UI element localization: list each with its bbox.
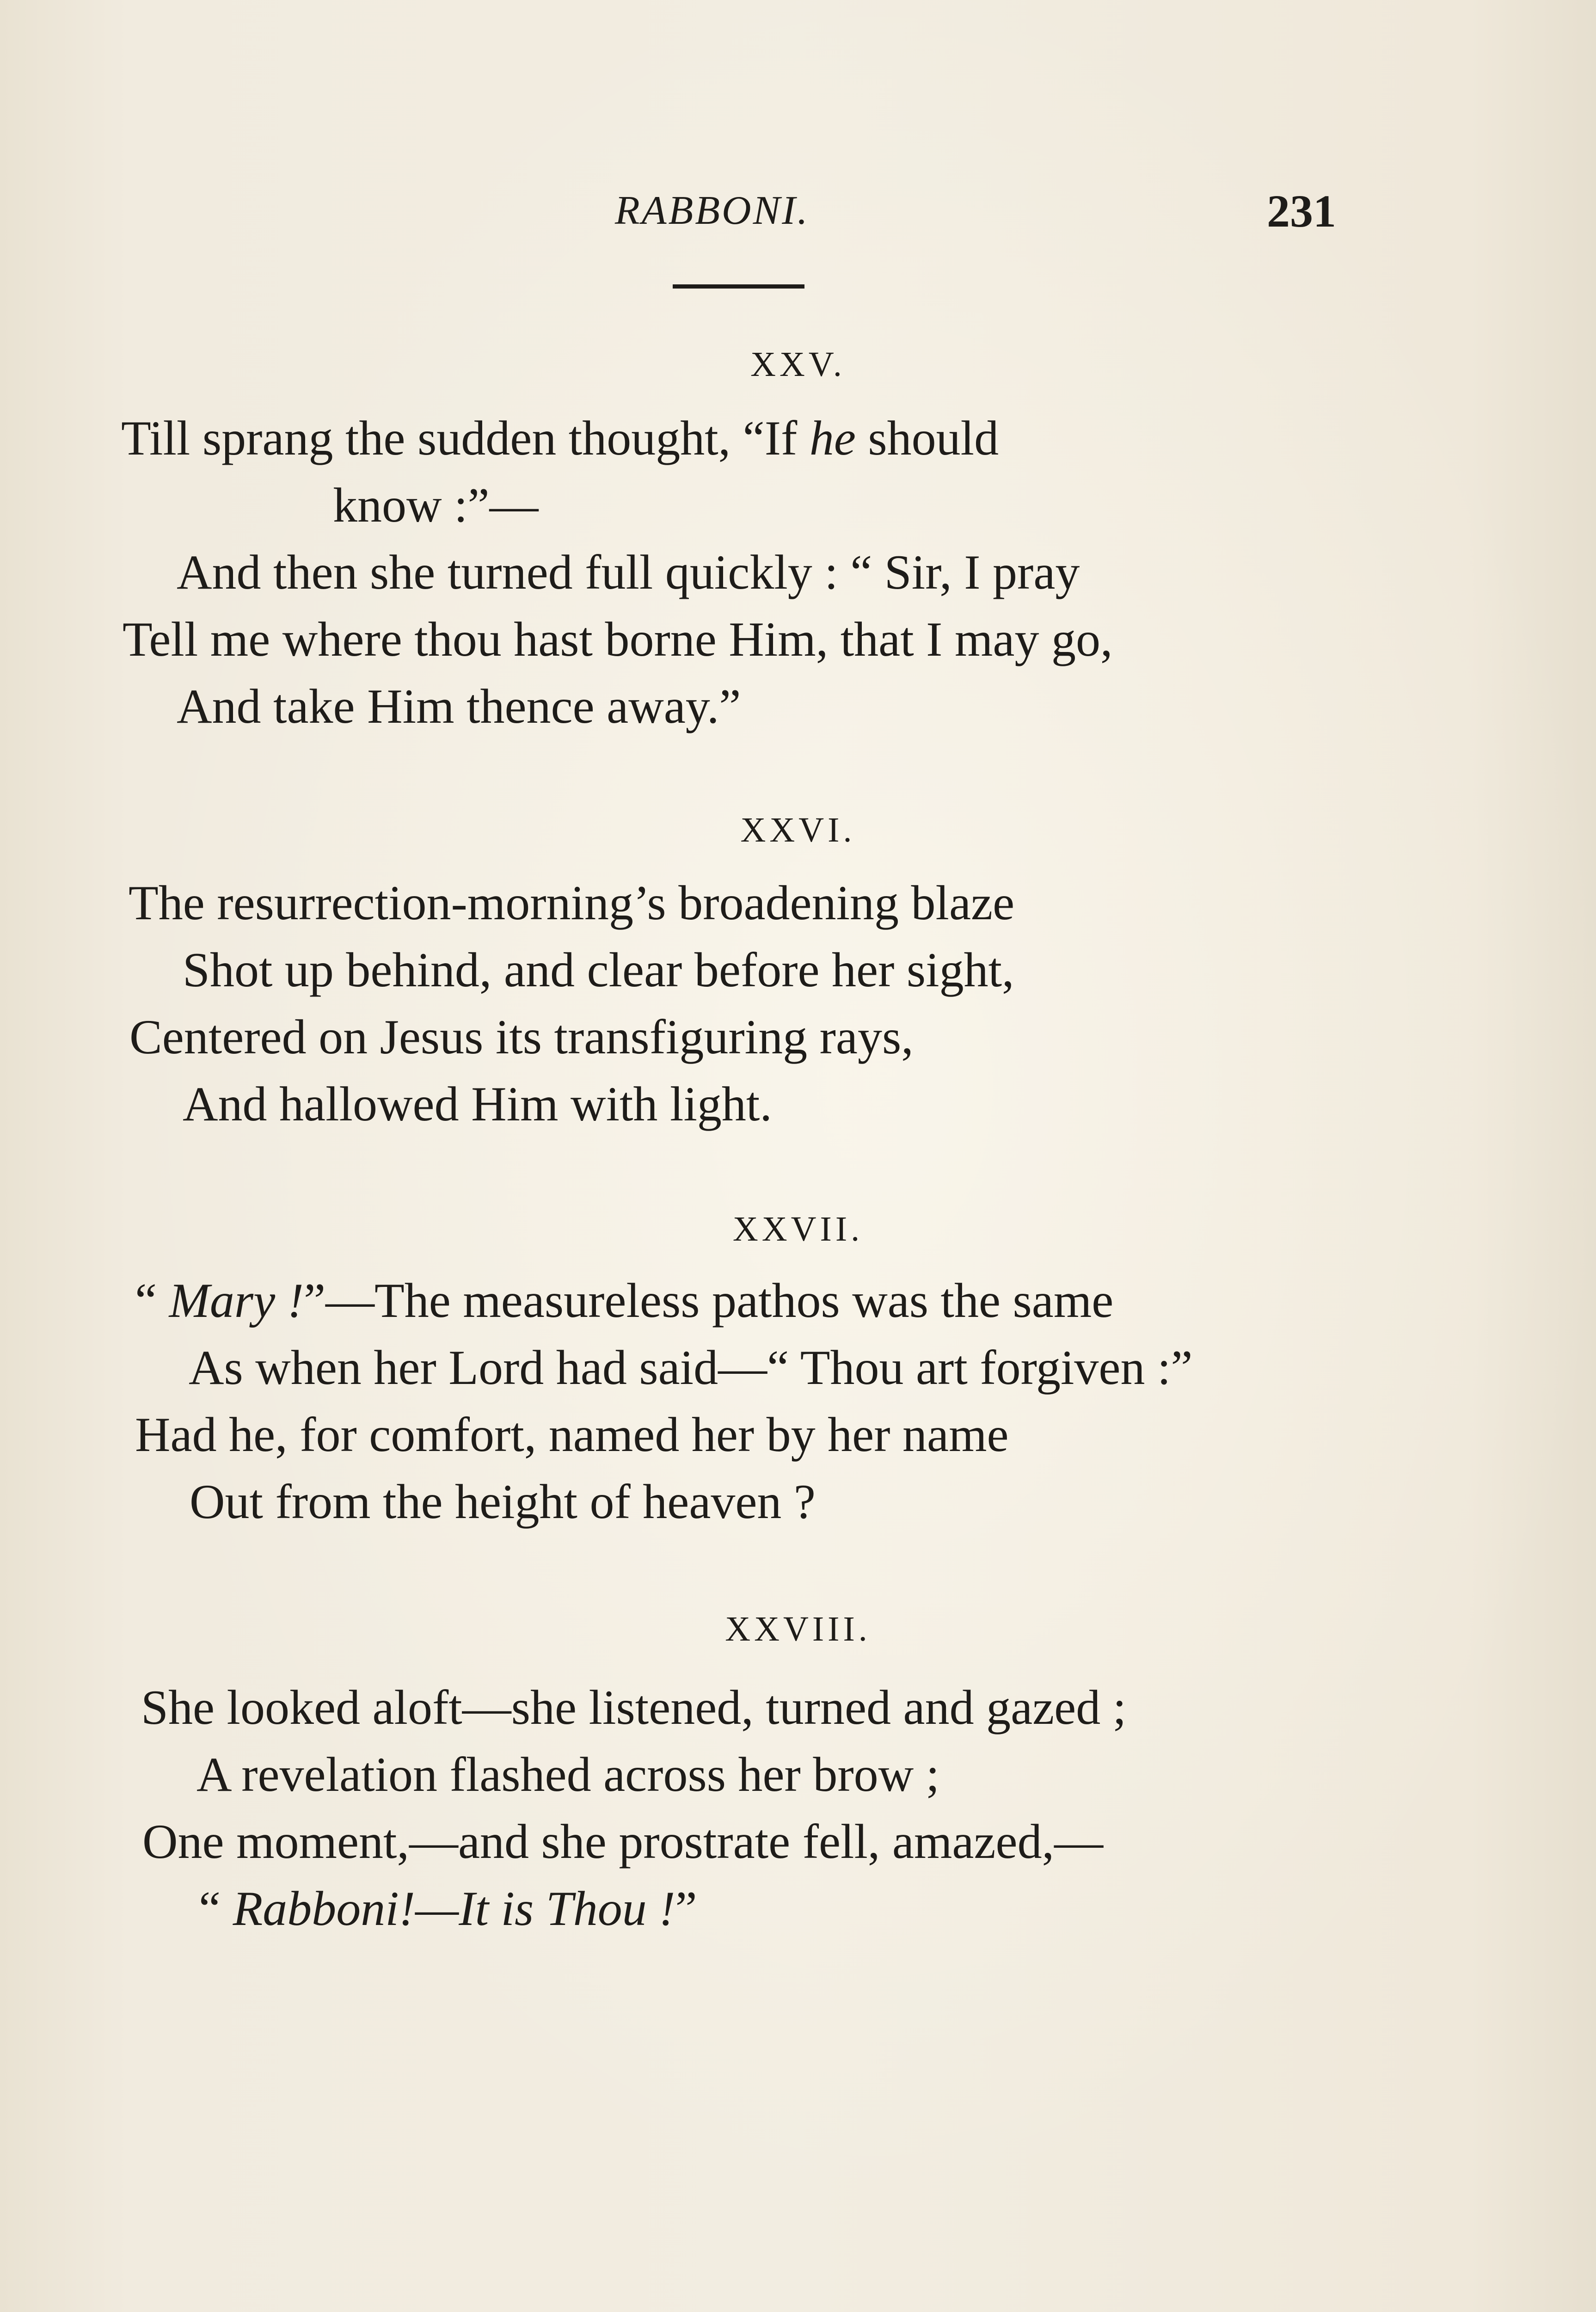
stanza-line: Centered on Jesus its transfiguring rays, bbox=[129, 1010, 914, 1064]
page-number: 231 bbox=[1267, 185, 1336, 237]
stanza-line: As when her Lord had said—“ Thou art forgiven :” bbox=[189, 1340, 1193, 1395]
stanza-line: And then she turned full quickly : “ Sir, I pray bbox=[177, 545, 1080, 599]
stanza-line: Shot up behind, and clear before her sight, bbox=[183, 943, 1014, 997]
stanza-line: know :”— bbox=[333, 478, 539, 532]
stanza-line: Had he, for comfort, named her by her name bbox=[135, 1408, 1009, 1462]
stanza-number-xxviii: XXVIII. bbox=[725, 1610, 871, 1648]
stanza-line: Till sprang the sudden thought, “If he should bbox=[121, 411, 999, 465]
head-rule bbox=[673, 284, 804, 289]
running-title: RABBONI. bbox=[615, 188, 810, 233]
stanza-line: One moment,—and she prostrate fell, amazed,— bbox=[142, 1814, 1104, 1869]
stanza-line: A revelation flashed across her brow ; bbox=[196, 1747, 940, 1802]
italic-rabboni: Rabboni!—It is Thou ! bbox=[233, 1882, 675, 1936]
stanza-line: “ Mary !”—The measureless pathos was the same bbox=[135, 1273, 1114, 1328]
stanza-number-xxv: XXV. bbox=[750, 345, 846, 384]
italic-mary: Mary ! bbox=[169, 1273, 304, 1328]
running-head bbox=[0, 187, 1596, 243]
italic-he: he bbox=[809, 411, 856, 465]
stanza-line: “ Rabboni!—It is Thou !” bbox=[199, 1882, 697, 1936]
stanza-line: Tell me where thou hast borne Him, that I may go, bbox=[123, 612, 1113, 666]
stanza-line: And take Him thence away.” bbox=[177, 679, 741, 733]
stanza-number-xxvi: XXVI. bbox=[740, 811, 856, 849]
stanza-line: She looked aloft—she listened, turned and gazed ; bbox=[141, 1680, 1127, 1734]
stanza-line: Out from the height of heaven ? bbox=[190, 1475, 816, 1529]
stanza-line: And hallowed Him with light. bbox=[183, 1077, 772, 1131]
stanza-number-xxvii: XXVII. bbox=[732, 1210, 864, 1248]
stanza-line: The resurrection-morning’s broadening blaze bbox=[129, 876, 1015, 930]
